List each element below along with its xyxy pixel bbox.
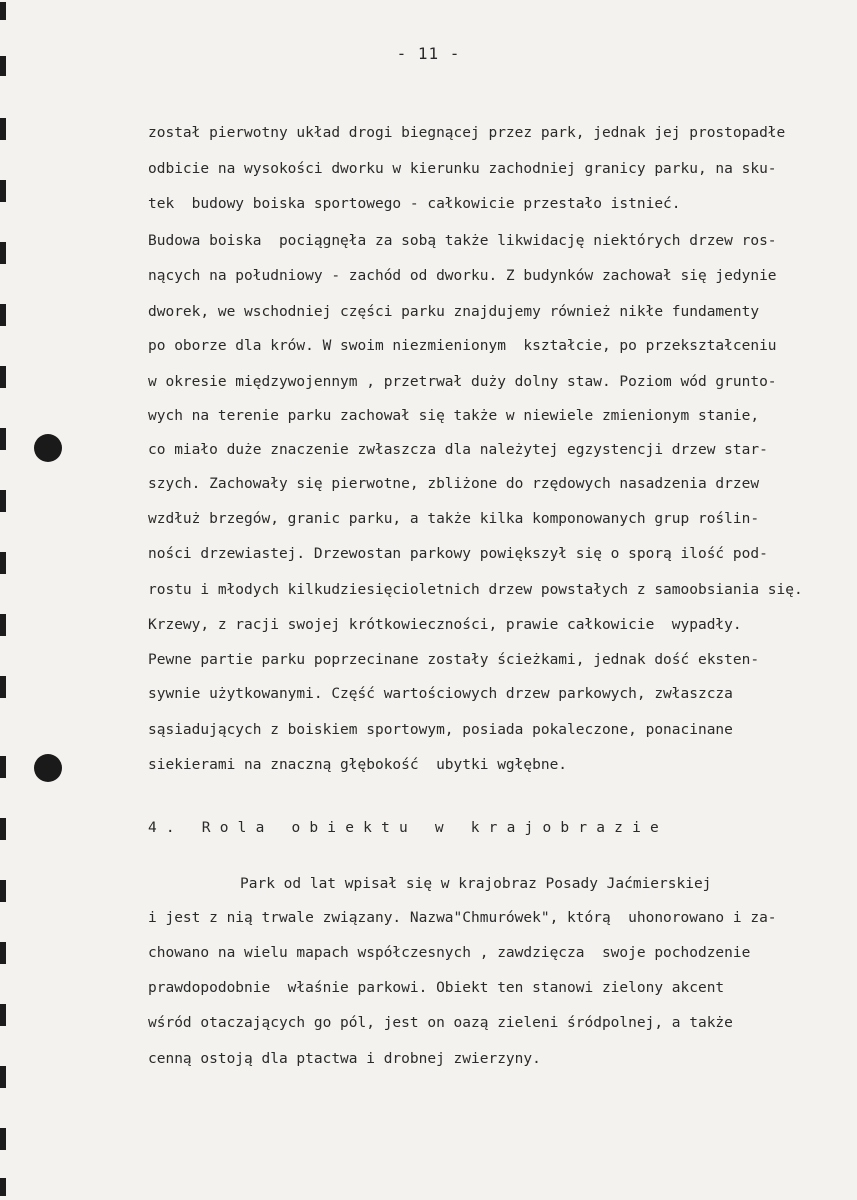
section-line: Park od lat wpisał się w krajobraz Posady Jaćmierskiej — [240, 876, 712, 892]
binding-mark — [0, 818, 6, 840]
body-line: wzdłuż brzegów, granic parku, a także kilka komponowanych grup roślin- — [148, 511, 760, 527]
body-line: co miało duże znaczenie zwłaszcza dla należytej egzystencji drzew star- — [148, 442, 768, 458]
punch-hole — [34, 754, 62, 782]
body-line: Krzewy, z racji swojej krótkowieczności, prawie całkowicie wypadły. — [148, 617, 742, 633]
punch-hole — [34, 434, 62, 462]
section-heading: 4. Rola obiektu w krajobrazie — [148, 820, 668, 836]
body-line: Budowa boiska pociągnęła za sobą także likwidację niektórych drzew ros- — [148, 233, 777, 249]
binding-mark — [0, 428, 6, 450]
binding-mark — [0, 490, 6, 512]
body-line: sąsiadujących z boiskiem sportowym, posiada pokaleczone, ponacinane — [148, 722, 733, 738]
binding-mark — [0, 2, 6, 20]
binding-mark — [0, 304, 6, 326]
body-line: rostu i młodych kilkudziesięcioletnich drzew powstałych z samoobsiania się. — [148, 582, 803, 598]
body-line: w okresie międzywojennym , przetrwał duży dolny staw. Poziom wód grunto- — [148, 374, 777, 390]
body-line: został pierwotny układ drogi biegnącej przez park, jednak jej prostopadłe — [148, 125, 786, 141]
binding-mark — [0, 1178, 6, 1196]
body-line: nących na południowy - zachód od dworku. Z budynków zachował się jedynie — [148, 268, 777, 284]
body-line: sywnie użytkowanymi. Część wartościowych drzew parkowych, zwłaszcza — [148, 686, 733, 702]
section-line: prawdopodobnie właśnie parkowi. Obiekt ten stanowi zielony akcent — [148, 980, 725, 996]
binding-mark — [0, 676, 6, 698]
binding-mark — [0, 1066, 6, 1088]
binding-mark — [0, 1004, 6, 1026]
section-line: cenną ostoją dla ptactwa i drobnej zwierzyny. — [148, 1051, 541, 1067]
section-line: wśród otaczających go pól, jest on oazą zieleni śródpolnej, a także — [148, 1015, 733, 1031]
body-line: siekierami na znaczną głębokość ubytki wgłębne. — [148, 757, 568, 773]
page-number: - 11 - — [396, 44, 461, 63]
body-line: dworek, we wschodniej części parku znajdujemy również nikłe fundamenty — [148, 304, 760, 320]
body-line: wych na terenie parku zachował się także w niewiele zmienionym stanie, — [148, 408, 760, 424]
binding-mark — [0, 242, 6, 264]
body-line: ności drzewiastej. Drzewostan parkowy powiększył się o sporą ilość pod- — [148, 546, 768, 562]
body-line: Pewne partie parku poprzecinane zostały ścieżkami, jednak dość eksten- — [148, 652, 760, 668]
binding-mark — [0, 756, 6, 778]
binding-mark — [0, 880, 6, 902]
body-line: tek budowy boiska sportowego - całkowicie przestało istnieć. — [148, 196, 681, 212]
binding-mark — [0, 942, 6, 964]
binding-mark — [0, 614, 6, 636]
section-line: chowano na wielu mapach współczesnych , zawdzięcza swoje pochodzenie — [148, 945, 751, 961]
section-line: i jest z nią trwale związany. Nazwa"Chmurówek", którą uhonorowano i za- — [148, 910, 777, 926]
body-line: po oborze dla krów. W swoim niezmienionym kształcie, po przekształceniu — [148, 338, 777, 354]
binding-mark — [0, 180, 6, 202]
binding-mark — [0, 1128, 6, 1150]
binding-mark — [0, 118, 6, 140]
binding-mark — [0, 366, 6, 388]
binding-mark — [0, 552, 6, 574]
body-line: szych. Zachowały się pierwotne, zbliżone do rzędowych nasadzenia drzew — [148, 476, 760, 492]
body-line: odbicie na wysokości dworku w kierunku zachodniej granicy parku, na sku- — [148, 161, 777, 177]
